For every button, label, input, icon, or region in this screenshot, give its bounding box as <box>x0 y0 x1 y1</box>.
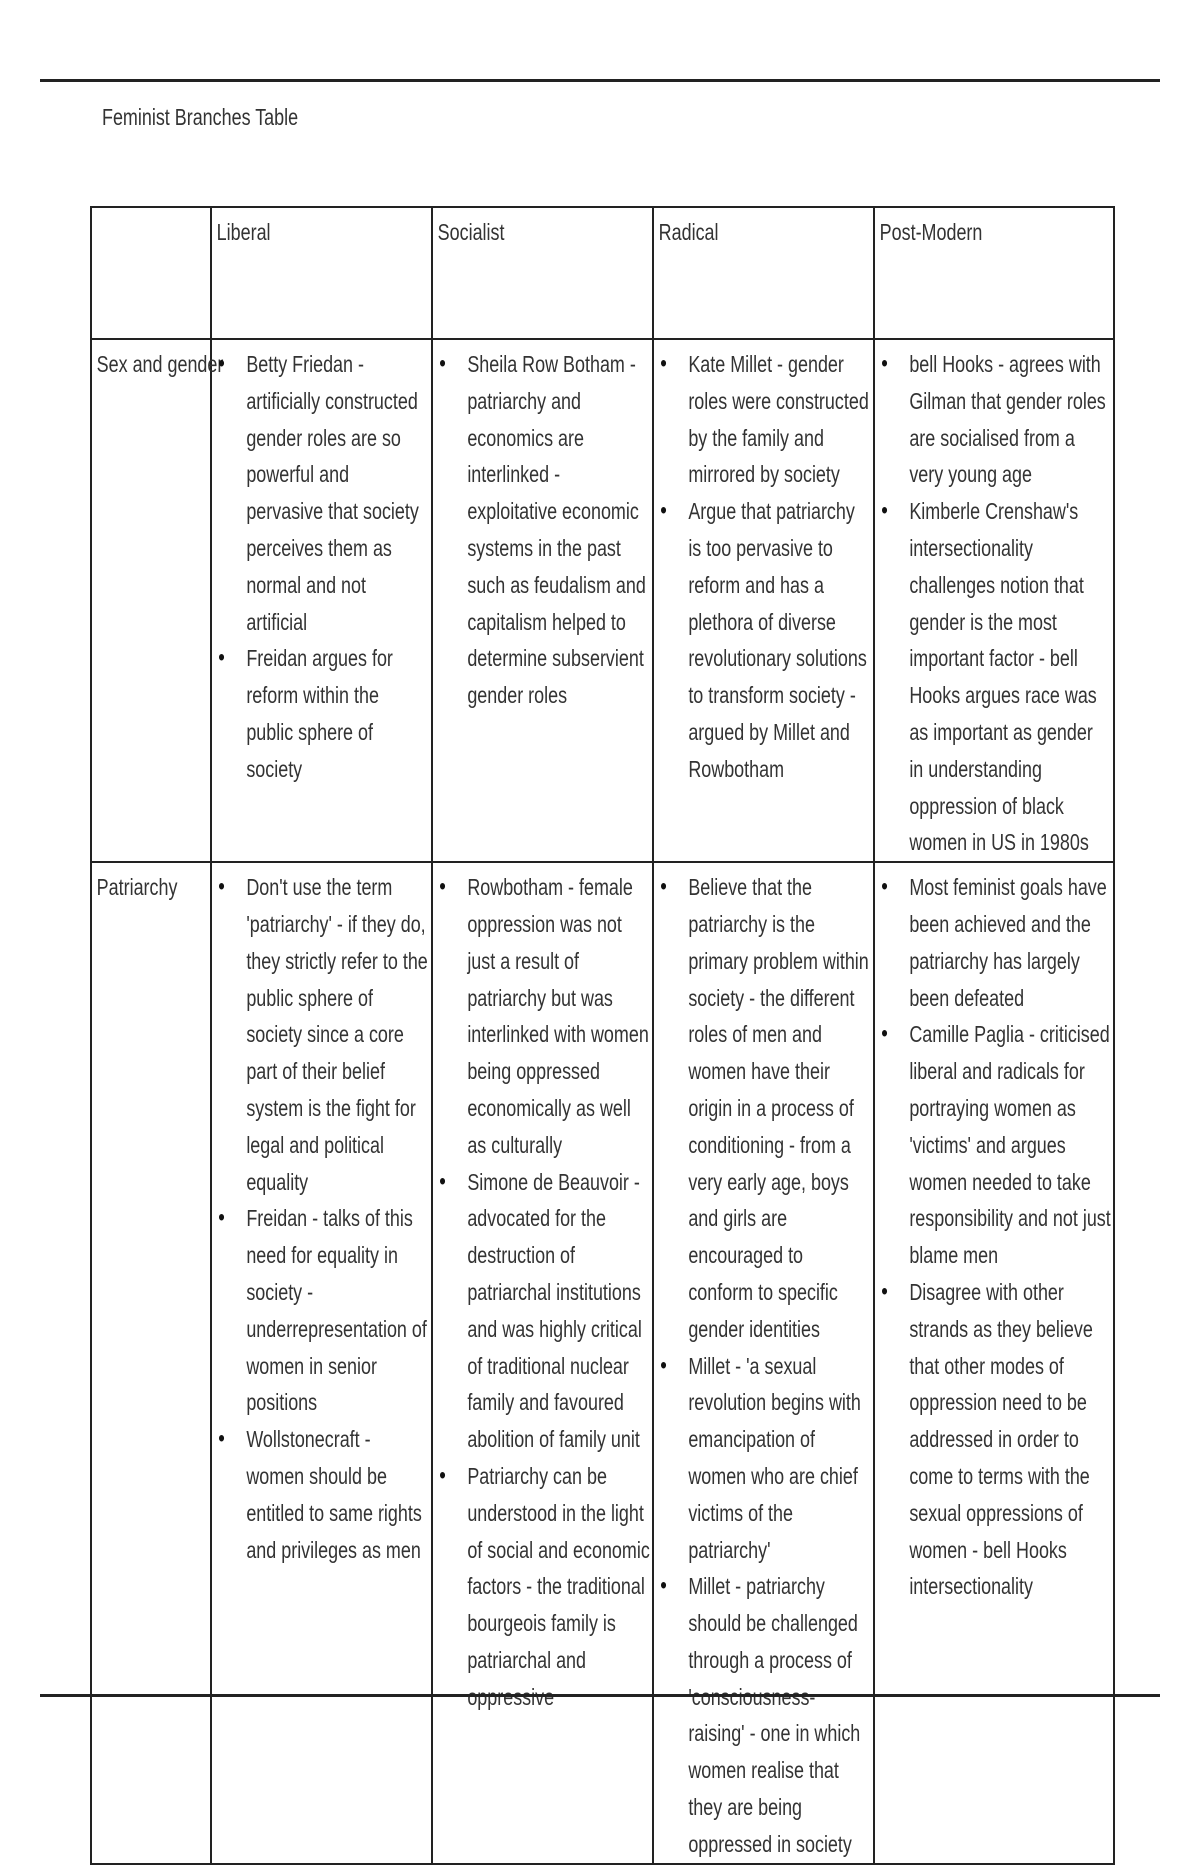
row-label-cell <box>91 339 224 862</box>
bullet-item: • Sheila Row Botham - patriarchy and economics are interlinked - exploitative economic systems in the past such as feudalism and capitalism helped to determine subservient gender roles <box>438 346 650 714</box>
cell-liberal <box>211 862 432 1864</box>
cell-post-modern <box>874 862 1114 1864</box>
bullet-list <box>654 863 873 1863</box>
bullet-item: • Kimberle Crenshaw's intersectionality challenges notion that gender is the most important factor - bell Hooks argues race was as important as gender in understanding oppression of black women in US in 1980s <box>880 493 1111 861</box>
header-cell-post-modern <box>874 207 1114 339</box>
bullet-item: • Don't use the term 'patriarchy' - if they do, they strictly refer to the public sphere of society since a core part of their belief system is the fight for legal and political equality <box>217 869 429 1200</box>
table-row-sex-and-gender <box>91 339 1114 862</box>
bullet-item: • Believe that the patriarchy is the primary problem within society - the different roles of men and women have their origin in a process of conditioning - from a very early age, boys and girls are encouraged to conform to specific gender identities <box>659 869 871 1347</box>
bottom-rule <box>40 1694 1160 1697</box>
cell-socialist <box>432 339 653 862</box>
bullet-item: • Millet - patriarchy should be challenged through a process of raising' - one in which women realise that they are being oppressed in society <box>659 1568 871 1862</box>
cell-radical <box>653 862 874 1864</box>
bullet-item: • bell Hooks - agrees with Gilman that gender roles are socialised from a very young age <box>880 346 1111 493</box>
table-header-row <box>91 207 1114 339</box>
bullet-item: • Freidan argues for reform within the public sphere of society <box>217 640 429 787</box>
bullet-list <box>875 340 1113 861</box>
bullet-item: • Wollstonecraft - women should be entitled to same rights and privileges as men <box>217 1421 429 1568</box>
bullet-list <box>433 863 652 1715</box>
bullet-list <box>654 340 873 788</box>
bullet-item: • Freidan - talks of this need for equality in society - underrepresentation of women in senior positions <box>217 1200 429 1421</box>
header-label: Liberal <box>216 219 271 245</box>
bullet-list <box>212 340 431 788</box>
bullet-item: • Most feminist goals have been achieved and the patriarchy has largely been defeated <box>880 869 1111 1016</box>
row-label-cell <box>91 862 211 1864</box>
cell-socialist <box>432 862 653 1864</box>
row-label: Sex and gender <box>96 351 224 377</box>
feminist-branches-table <box>90 206 1115 1865</box>
bullet-item: • Betty Friedan - artificially constructed gender roles are so powerful and pervasive that society perceives them as normal and not artificial <box>217 346 429 640</box>
header-cell-socialist <box>432 207 653 339</box>
bullet-item: • Millet - 'a sexual revolution begins with emancipation of women who are chief victims of the patriarchy' <box>659 1348 871 1569</box>
bullet-item: • Camille Paglia - criticised liberal and radicals for portraying women as 'victims' and argues women needed to take responsibility and not just blame men <box>880 1016 1111 1274</box>
header-cell-radical <box>653 207 874 339</box>
top-rule <box>40 79 1160 82</box>
row-label: Patriarchy <box>96 874 178 901</box>
header-cell-empty <box>91 207 211 339</box>
cell-liberal <box>211 339 432 862</box>
bullet-item: • Simone de Beauvoir - advocated for the destruction of patriarchal institutions and was highly critical of traditional nuclear family and favoured abolition of family unit <box>438 1164 650 1458</box>
header-label: Radical <box>658 219 719 245</box>
bullet-list <box>433 340 652 714</box>
cell-radical <box>653 339 874 862</box>
bullet-list <box>212 863 431 1568</box>
bullet-item: • Rowbotham - female oppression was not just a result of patriarchy but was interlinked with women being oppressed economically as well as culturally <box>438 869 650 1163</box>
header-label: Socialist <box>437 219 505 245</box>
header-label <box>92 208 214 214</box>
bullet-list <box>875 863 1113 1605</box>
bullet-item: • Argue that patriarchy is too pervasive to reform and has a plethora of diverse revolutionary solutions to transform society - argued by Millet and Rowbotham <box>659 493 871 787</box>
bullet-item: • Kate Millet - gender roles were constructed by the family and mirrored by society <box>659 346 871 493</box>
cell-post-modern <box>874 339 1114 862</box>
table-row-patriarchy <box>91 862 1114 1864</box>
document-title: Feminist Branches Table <box>102 104 299 130</box>
header-label: Post-Modern <box>879 219 983 245</box>
bullet-item: • Disagree with other strands as they believe that other modes of oppression need to be addressed in order to come to terms with the sexual oppressions of women - bell Hooks intersectionality <box>880 1274 1111 1605</box>
header-cell-liberal <box>211 207 432 339</box>
bullet-item: • Patriarchy can be understood in the light of social and economic factors - the traditional bourgeois family is patriarchal and <box>438 1458 650 1716</box>
